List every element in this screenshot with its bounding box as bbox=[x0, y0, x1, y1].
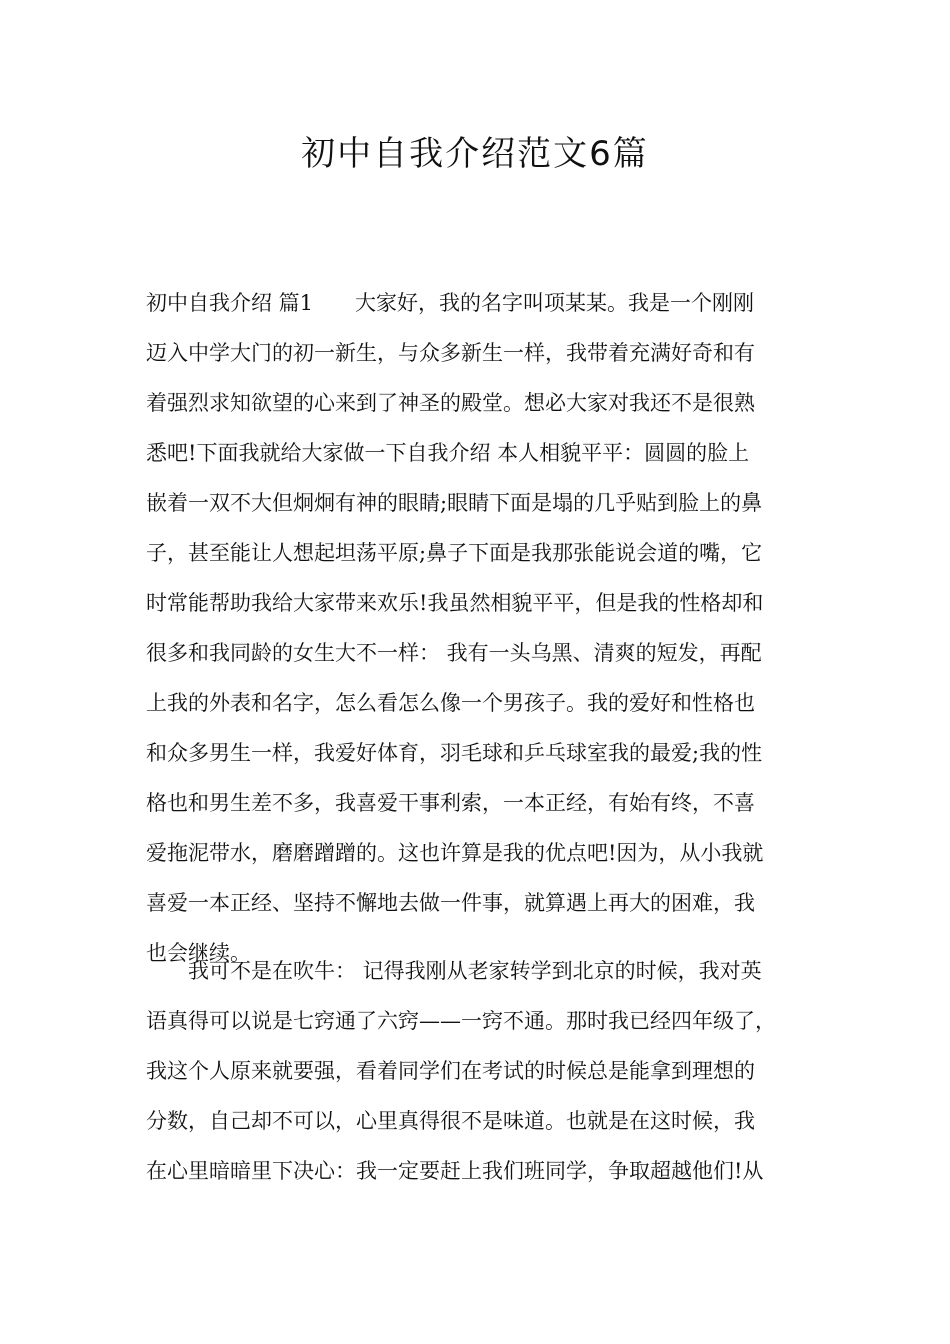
document-title: 初中自我介绍范文6篇 bbox=[301, 134, 649, 174]
text-line: 分数，自己却不可以，心里真得很不是味道。也就是在这时候，我 bbox=[146, 1109, 755, 1133]
text-line: 时常能帮助我给大家带来欢乐!我虽然相貌平平，但是我的性格却和 bbox=[146, 591, 764, 615]
text-line: 爱拖泥带水，磨磨蹭蹭的。这也许算是我的优点吧!因为，从小我就 bbox=[146, 841, 764, 865]
text-line: 很多和我同龄的女生大不一样： 我有一头乌黑、清爽的短发，再配 bbox=[146, 641, 762, 665]
text-line: 语真得可以说是七窍通了六窍——一窍不通。那时我已经四年级了， bbox=[146, 1009, 776, 1033]
text-line: 我可不是在吹牛： 记得我刚从老家转学到北京的时候，我对英 bbox=[146, 959, 762, 983]
text-line: 悉吧!下面我就给大家做一下自我介绍 本人相貌平平：圆圆的脸上 bbox=[146, 441, 750, 465]
paragraph-1 bbox=[146, 278, 810, 978]
text-line: 我这个人原来就要强，看着同学们在考试的时候总是能拿到理想的 bbox=[146, 1059, 755, 1083]
text-line: 嵌着一双不大但炯炯有神的眼睛;眼睛下面是塌的几乎贴到脸上的鼻 bbox=[146, 491, 763, 515]
text-line: 和众多男生一样，我爱好体育，羽毛球和乒乓球室我的最爱;我的性 bbox=[146, 741, 763, 765]
text-line: 初中自我介绍 篇1 大家好，我的名字叫项某某。我是一个刚刚 bbox=[146, 291, 755, 315]
text-line: 也会继续。 bbox=[146, 941, 251, 965]
text-line: 迈入中学大门的初一新生，与众多新生一样，我带着充满好奇和有 bbox=[146, 341, 755, 365]
text-line: 子，甚至能让人想起坦荡平原;鼻子下面是我那张能说会道的嘴，它 bbox=[146, 541, 763, 565]
text-line: 上我的外表和名字，怎么看怎么像一个男孩子。我的爱好和性格也 bbox=[146, 691, 755, 715]
text-line: 喜爱一本正经、坚持不懈地去做一件事，就算遇上再大的困难，我 bbox=[146, 891, 755, 915]
paragraph-2 bbox=[146, 946, 810, 1196]
text-line: 格也和男生差不多，我喜爱干事利索，一本正经，有始有终，不喜 bbox=[146, 791, 755, 815]
text-line: 着强烈求知欲望的心来到了神圣的殿堂。想必大家对我还不是很熟 bbox=[146, 391, 755, 415]
text-line: 在心里暗暗里下决心：我一定要赶上我们班同学，争取超越他们!从 bbox=[146, 1159, 764, 1183]
